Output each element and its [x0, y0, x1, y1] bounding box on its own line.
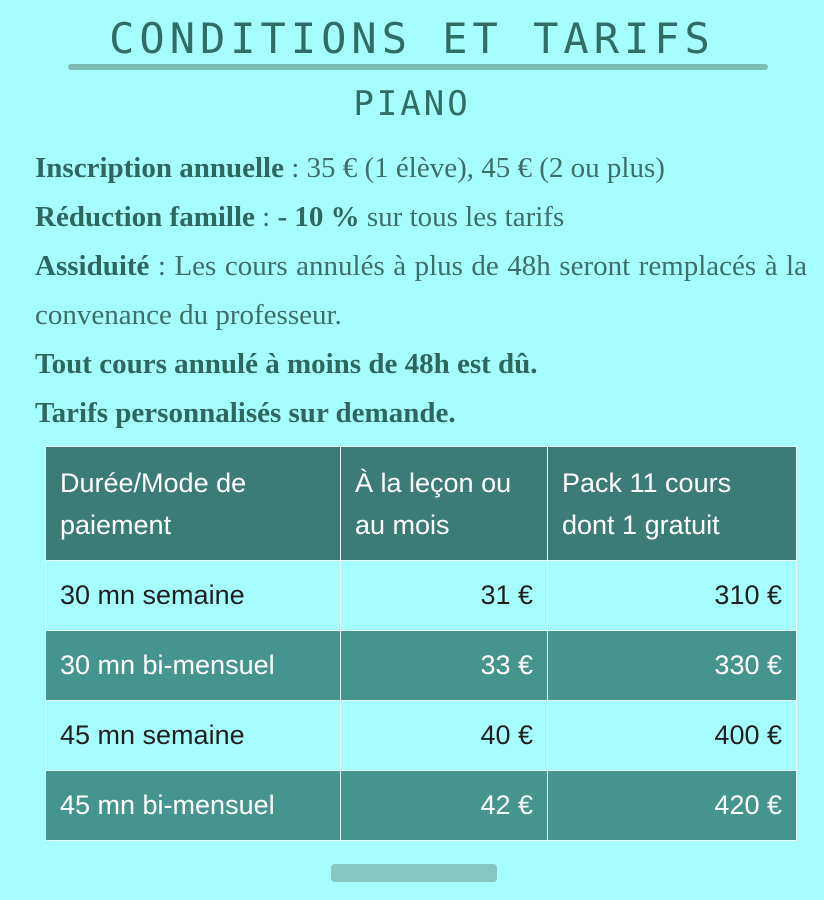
row-duration: 30 mn semaine	[46, 561, 341, 631]
table-header-row	[46, 447, 797, 561]
page-subtitle: PIANO	[353, 84, 471, 124]
inscription-line	[35, 144, 807, 193]
row-lesson-price: 42 €	[341, 771, 548, 841]
table-row	[46, 701, 797, 771]
row-lesson-price: 40 €	[341, 701, 548, 771]
row-pack-price: 400 €	[548, 701, 797, 771]
cancellation-rule: Tout cours annulé à moins de 48h est dû.	[35, 348, 538, 380]
reduction-label: Réduction famille	[35, 201, 255, 233]
assiduite-label: Assiduité	[35, 250, 150, 282]
inscription-text: : 35 € (1 élève), 45 € (2 ou plus)	[283, 152, 665, 184]
inscription-label: Inscription annuelle	[35, 152, 284, 184]
table-row	[46, 561, 797, 631]
assiduite-line	[35, 242, 807, 340]
row-duration: 45 mn bi-mensuel	[46, 771, 341, 841]
table-row	[46, 631, 797, 701]
row-lesson-price: 33 €	[341, 631, 548, 701]
page-title: CONDITIONS ET TARIFS	[109, 14, 715, 63]
title-underline	[68, 64, 768, 70]
assiduite-text: : Les cours annulés à plus de 48h seront remplacés à la convenance du professeur.	[35, 250, 807, 331]
decorative-brush-stroke	[331, 864, 497, 882]
reduction-text: sur tous les tarifs	[359, 201, 565, 233]
reduction-separator: :	[254, 201, 278, 233]
row-duration: 45 mn semaine	[46, 701, 341, 771]
reduction-value: - 10 %	[277, 201, 360, 233]
row-duration: 30 mn bi-mensuel	[46, 631, 341, 701]
table-row	[46, 771, 797, 841]
pricing-table	[45, 446, 797, 841]
reduction-line	[35, 193, 807, 242]
row-pack-price: 330 €	[548, 631, 797, 701]
row-lesson-price: 31 €	[341, 561, 548, 631]
conditions-section	[35, 144, 807, 438]
header-per-lesson: À la leçon ou au mois	[341, 447, 548, 561]
row-pack-price: 420 €	[548, 771, 797, 841]
custom-pricing-note: Tarifs personnalisés sur demande.	[35, 397, 456, 429]
header-pack: Pack 11 cours dont 1 gratuit	[548, 447, 797, 561]
row-pack-price: 310 €	[548, 561, 797, 631]
header-duration: Durée/Mode de paiement	[46, 447, 341, 561]
